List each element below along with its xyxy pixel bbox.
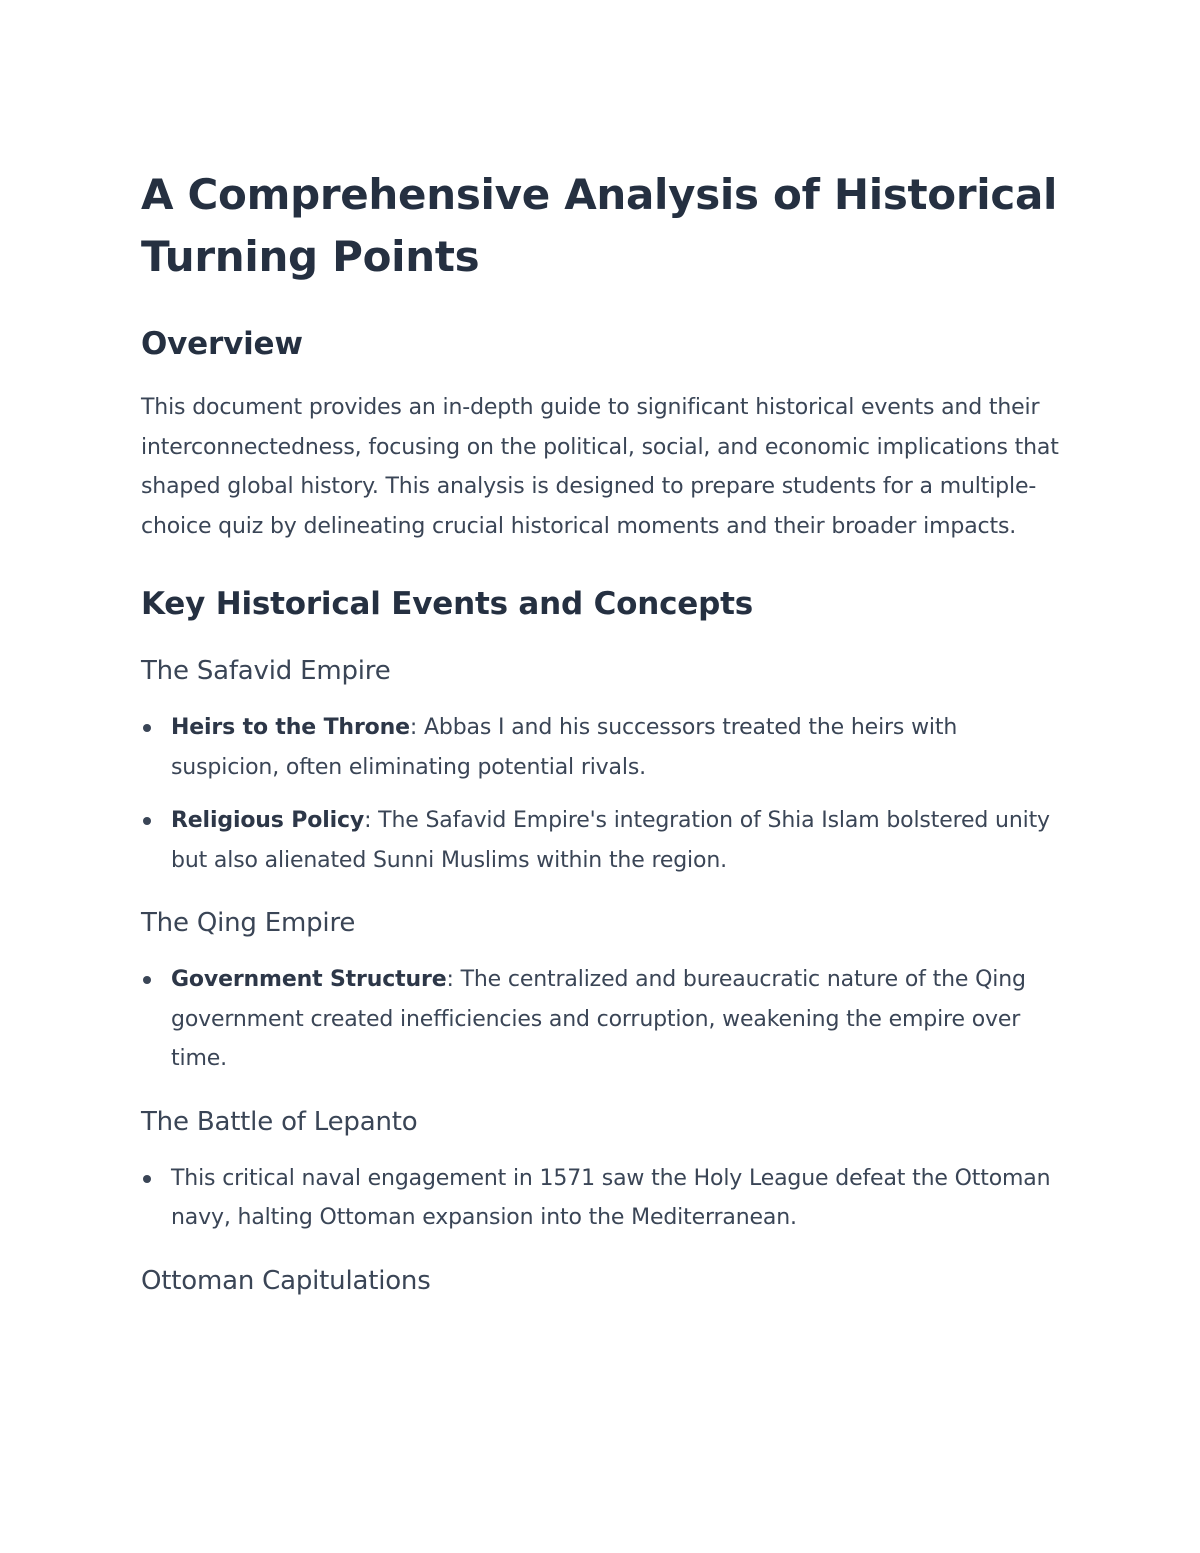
overview-heading: Overview xyxy=(141,326,303,362)
safavid-list xyxy=(141,708,1060,880)
list-item-term: Religious Policy xyxy=(171,808,365,833)
list-item xyxy=(141,960,1060,1079)
overview-paragraph: This document provides an in-depth guide to significant historical events and their interconnectedness, focusing on the political, social, and economic implications that shaped global history. This analysis is designed to prepare students for a multiple-choice quiz by delineating crucial historical moments and their broader impacts. xyxy=(141,395,1059,539)
bullet-icon xyxy=(143,724,151,732)
bullet-icon xyxy=(143,817,151,825)
qing-heading: The Qing Empire xyxy=(141,908,356,938)
list-item-term: Government Structure xyxy=(171,967,447,992)
qing-list xyxy=(141,960,1060,1079)
list-item-text: : The centralized and bureaucratic nature of the Qing government created inefficiencies and corruption, weakening the empire over time. xyxy=(171,967,1026,1071)
list-item xyxy=(141,708,1060,787)
list-item xyxy=(141,1159,1060,1238)
safavid-heading: The Safavid Empire xyxy=(141,656,391,686)
list-item-text: : The Safavid Empire's integration of Shia Islam bolstered unity but also alienated Sunni Muslims within the region. xyxy=(171,808,1050,873)
bullet-icon xyxy=(143,976,151,984)
bullet-icon xyxy=(143,1175,151,1183)
capitulations-heading: Ottoman Capitulations xyxy=(141,1265,431,1296)
lepanto-list xyxy=(141,1159,1060,1238)
lepanto-heading: The Battle of Lepanto xyxy=(141,1106,418,1137)
document-title: A Comprehensive Analysis of Historical Turning Points xyxy=(141,170,1058,281)
list-item xyxy=(141,801,1060,880)
list-item-term: Heirs to the Throne xyxy=(171,715,410,740)
list-item-text: This critical naval engagement in 1571 saw the Holy League defeat the Ottoman navy, halting Ottoman expansion into the Mediterranean. xyxy=(171,1165,1051,1230)
list-item-text: : Abbas I and his successors treated the heirs with suspicion, often eliminating potential rivals. xyxy=(171,715,958,780)
key-events-heading: Key Historical Events and Concepts xyxy=(141,586,753,622)
